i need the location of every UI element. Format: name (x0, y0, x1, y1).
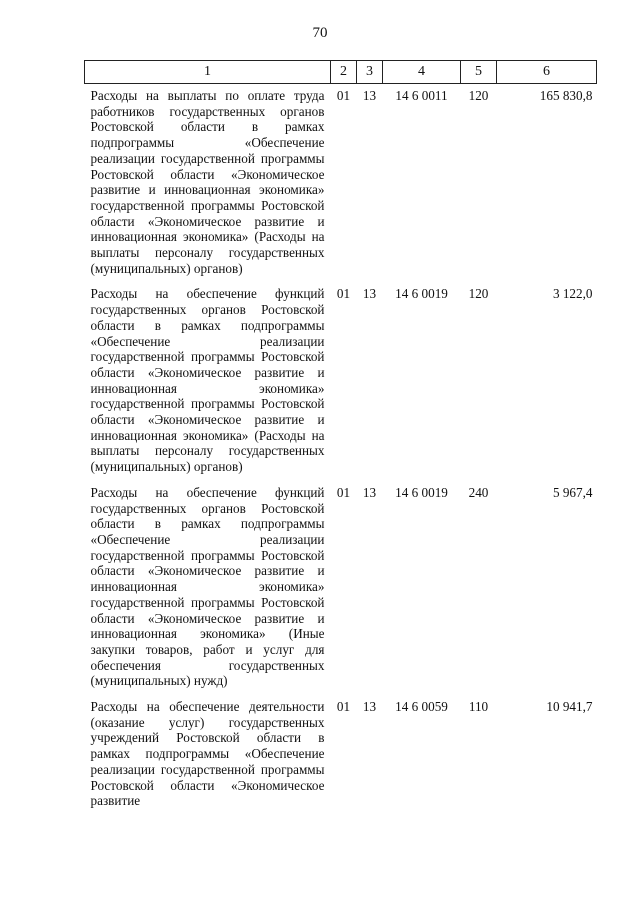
row-subsection: 13 (362, 484, 377, 500)
row-expense-type: 110 (468, 699, 489, 715)
page-number: 70 (312, 25, 328, 41)
table-row (85, 286, 597, 484)
table-row (85, 699, 597, 819)
header-col-4: 4 (383, 61, 461, 84)
header-col-6: 6 (497, 61, 597, 84)
row-section: 01 (336, 286, 351, 302)
row-target-item: 14 6 0059 (395, 699, 448, 715)
row-description: Расходы на обеспечение функций государственных органов Ростовской области в рамках подпрограммы «Обеспечение реализации государственной программы Ростовской области «Экономическое развитие и инновационная экономика» государственной программы Ростовской области «Экономическое развитие и инновационная экономика» (Расходы на выплаты персоналу государственных (муниципальных) органов) (90, 286, 325, 475)
row-expense-type: 120 (468, 88, 489, 103)
row-amount: 10 941,7 (546, 699, 593, 715)
row-description: Расходы на обеспечение функций государственных органов Ростовской области в рамках подпрограммы «Обеспечение реализации государственной программы Ростовской области «Экономическое развитие и инновационная экономика» государственной программы Ростовской области «Экономическое развитие и инновационная экономика» (Иные закупки товаров, работ и услуг для обеспечения государственных (муниципальных) нужд) (90, 484, 325, 689)
row-expense-type: 240 (468, 484, 489, 500)
row-description: Расходы на обеспечение деятельности (оказание услуг) государственных учреждений Ростовской области в рамках подпрограммы «Обеспечение реализации государственной программы Ростовской области «Экономическое развитие (90, 699, 325, 809)
row-subsection: 13 (362, 88, 377, 103)
row-section: 01 (336, 88, 351, 103)
header-row (85, 61, 597, 84)
row-amount: 3 122,0 (552, 286, 593, 302)
table-header (85, 61, 597, 84)
header-col-5: 5 (461, 61, 497, 84)
table-row (85, 485, 597, 699)
row-subsection: 13 (362, 286, 377, 302)
row-description: Расходы на выплаты по оплате труда работников государственных органов Ростовской области в рамках подпрограммы «Обеспечение реализации государственной программы Ростовской области «Экономическое развитие и инновационная экономика» государственной программы Ростовской области «Экономическое развитие и инновационная экономика» (Расходы на выплаты персоналу государственных (муниципальных) органов) (90, 88, 325, 276)
header-col-1: 1 (85, 61, 331, 84)
row-target-item: 14 6 0019 (395, 286, 448, 302)
row-target-item: 14 6 0019 (395, 484, 448, 500)
row-section: 01 (336, 484, 351, 500)
row-subsection: 13 (362, 699, 377, 715)
row-target-item: 14 6 0011 (395, 88, 448, 103)
header-col-2: 2 (331, 61, 357, 84)
row-amount: 165 830,8 (539, 88, 593, 103)
row-section: 01 (336, 699, 351, 715)
table-row (85, 84, 597, 287)
row-expense-type: 120 (468, 286, 489, 302)
row-amount: 5 967,4 (552, 484, 593, 500)
header-col-3: 3 (357, 61, 383, 84)
table-body (85, 84, 597, 819)
budget-table (84, 60, 597, 819)
